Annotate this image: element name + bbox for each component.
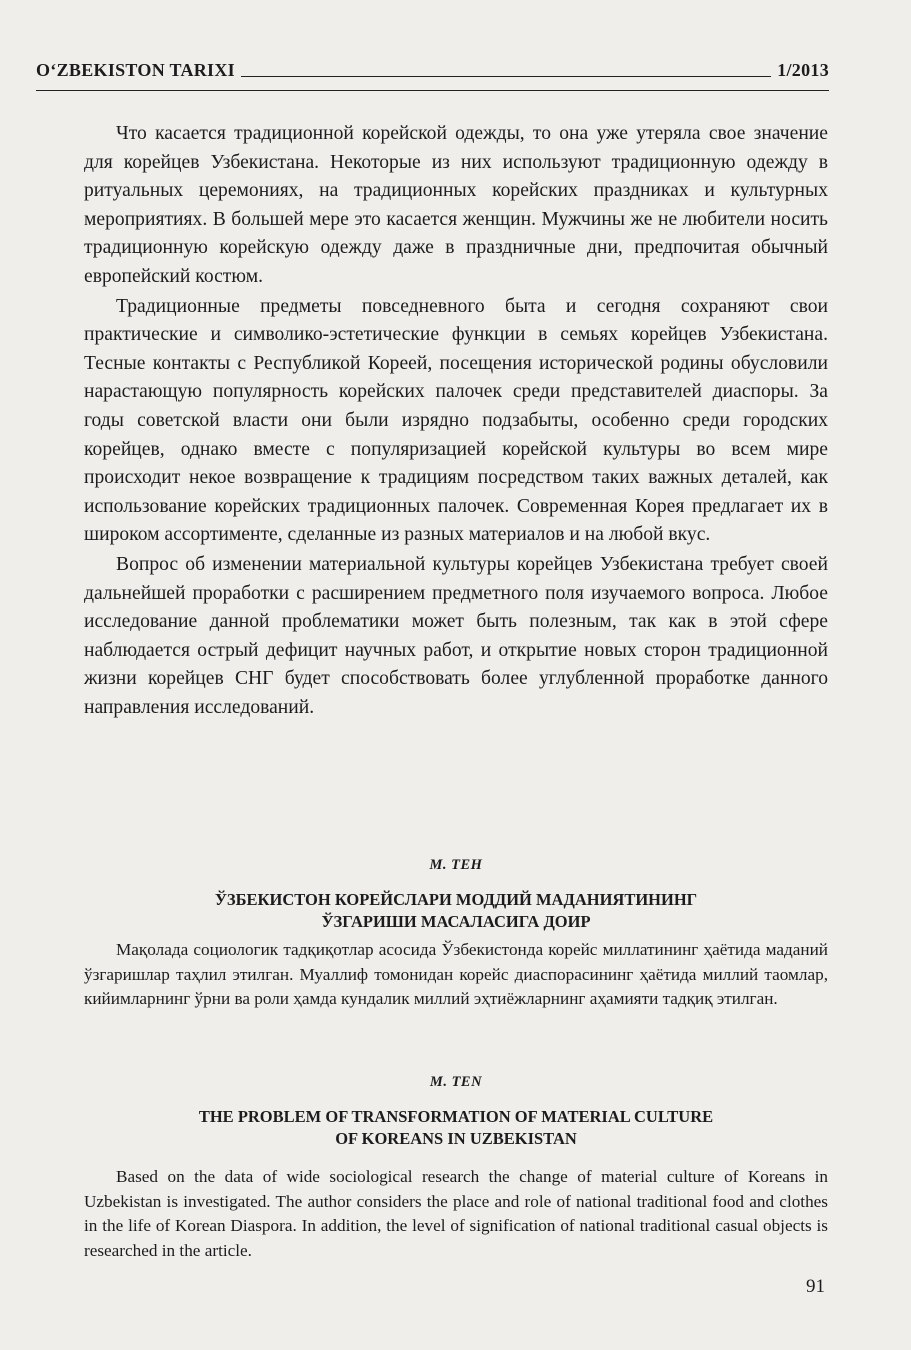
author-name: M. TEN [429,1074,483,1090]
abstract-uz-author [84,856,828,874]
page-number: 91 [806,1276,825,1297]
abstract-en-title [84,1106,828,1150]
title-line: ЎЗГАРИШИ МАСАЛАСИГА ДОИР [321,912,591,931]
abstract-en-author [84,1073,828,1091]
title-line: OF KOREANS IN UZBEKISTAN [335,1129,577,1148]
header-divider [36,90,829,91]
paragraph: Вопрос об изменении материальной культуры корейцев Узбекистана требует своей дальнейшей проработки с расширением предметного поля изучаемого вопроса. Любое исследование данной проблематики может быть полезным, так как в этой сфере наблюдается острый дефицит научных работ, и открытие новых сторон традиционной жизни корейцев СНГ будет способствовать более углубленной проработке данного направления исследований. [84,553,828,718]
paragraph: Традиционные предметы повседневного быта и сегодня сохраняют свои практические и символико-эстетические функции в семьях корейцев Узбекистана. Тесные контакты с Республикой Кореей, посещения исторической родины обусловили нарастающую популярность корейских палочек среди представителей диаспоры. За годы советской власти они были изрядно подзабыты, особенно среди городских корейцев, однако вместе с популяризацией корейской культуры во всем мире происходит некое возвращение к традициям посредством таких важных деталей, как использование корейских традиционных палочек. Современная Корея предлагает их в широком ассортименте, сделанные из разных материалов и на любой вкус. [84,295,828,546]
title-line: THE PROBLEM OF TRANSFORMATION OF MATERIAL CULTURE [198,1107,714,1126]
issue-number: 1/2013 [777,60,829,80]
abstract-uz-text: Мақолада социологик тадқиқотлар асосида Ўзбекистонда корейс миллатининг ҳаётида маданий ўзгаришлар таҳлил этилган. Муаллиф томонидан корейс диаспорасининг ҳаётида миллий таомлар, кийимларнинг ўрни ва роли ҳамда кундалик миллий эҳтиёжларнинг аҳамияти тадқиқ этилган. [84,940,828,1008]
journal-title: O‘ZBEKISTON TARIXI [36,60,235,80]
article-body [84,120,828,722]
running-header [36,60,829,81]
abstract-uz-title [84,889,828,933]
header-rule-fill [241,76,771,77]
title-line: ЎЗБЕКИСТОН КОРЕЙСЛАРИ МОДДИЙ МАДАНИЯТИНИНГ [214,890,698,909]
author-name: М. ТЕН [429,857,483,873]
abstract-en-text: Based on the data of wide sociological research the change of material culture of Koreans in Uzbekistan is investigated. The author considers the place and role of national traditional food and clothes in the life of Korean Diaspora. In addition, the level of signification of national traditional casual objects is researched in the article. [84,1167,828,1260]
paragraph: Что касается традиционной корейской одежды, то она уже утеряла свое значение для корейцев Узбекистана. Некоторые из них используют традиционную одежду в ритуальных церемониях, на традиционных корейских праздниках и культурных мероприятиях. В большей мере это касается женщин. Мужчины же не любители носить традиционную корейскую одежду даже в праздничные дни, предпочитая обычный европейский костюм. [84,123,828,287]
